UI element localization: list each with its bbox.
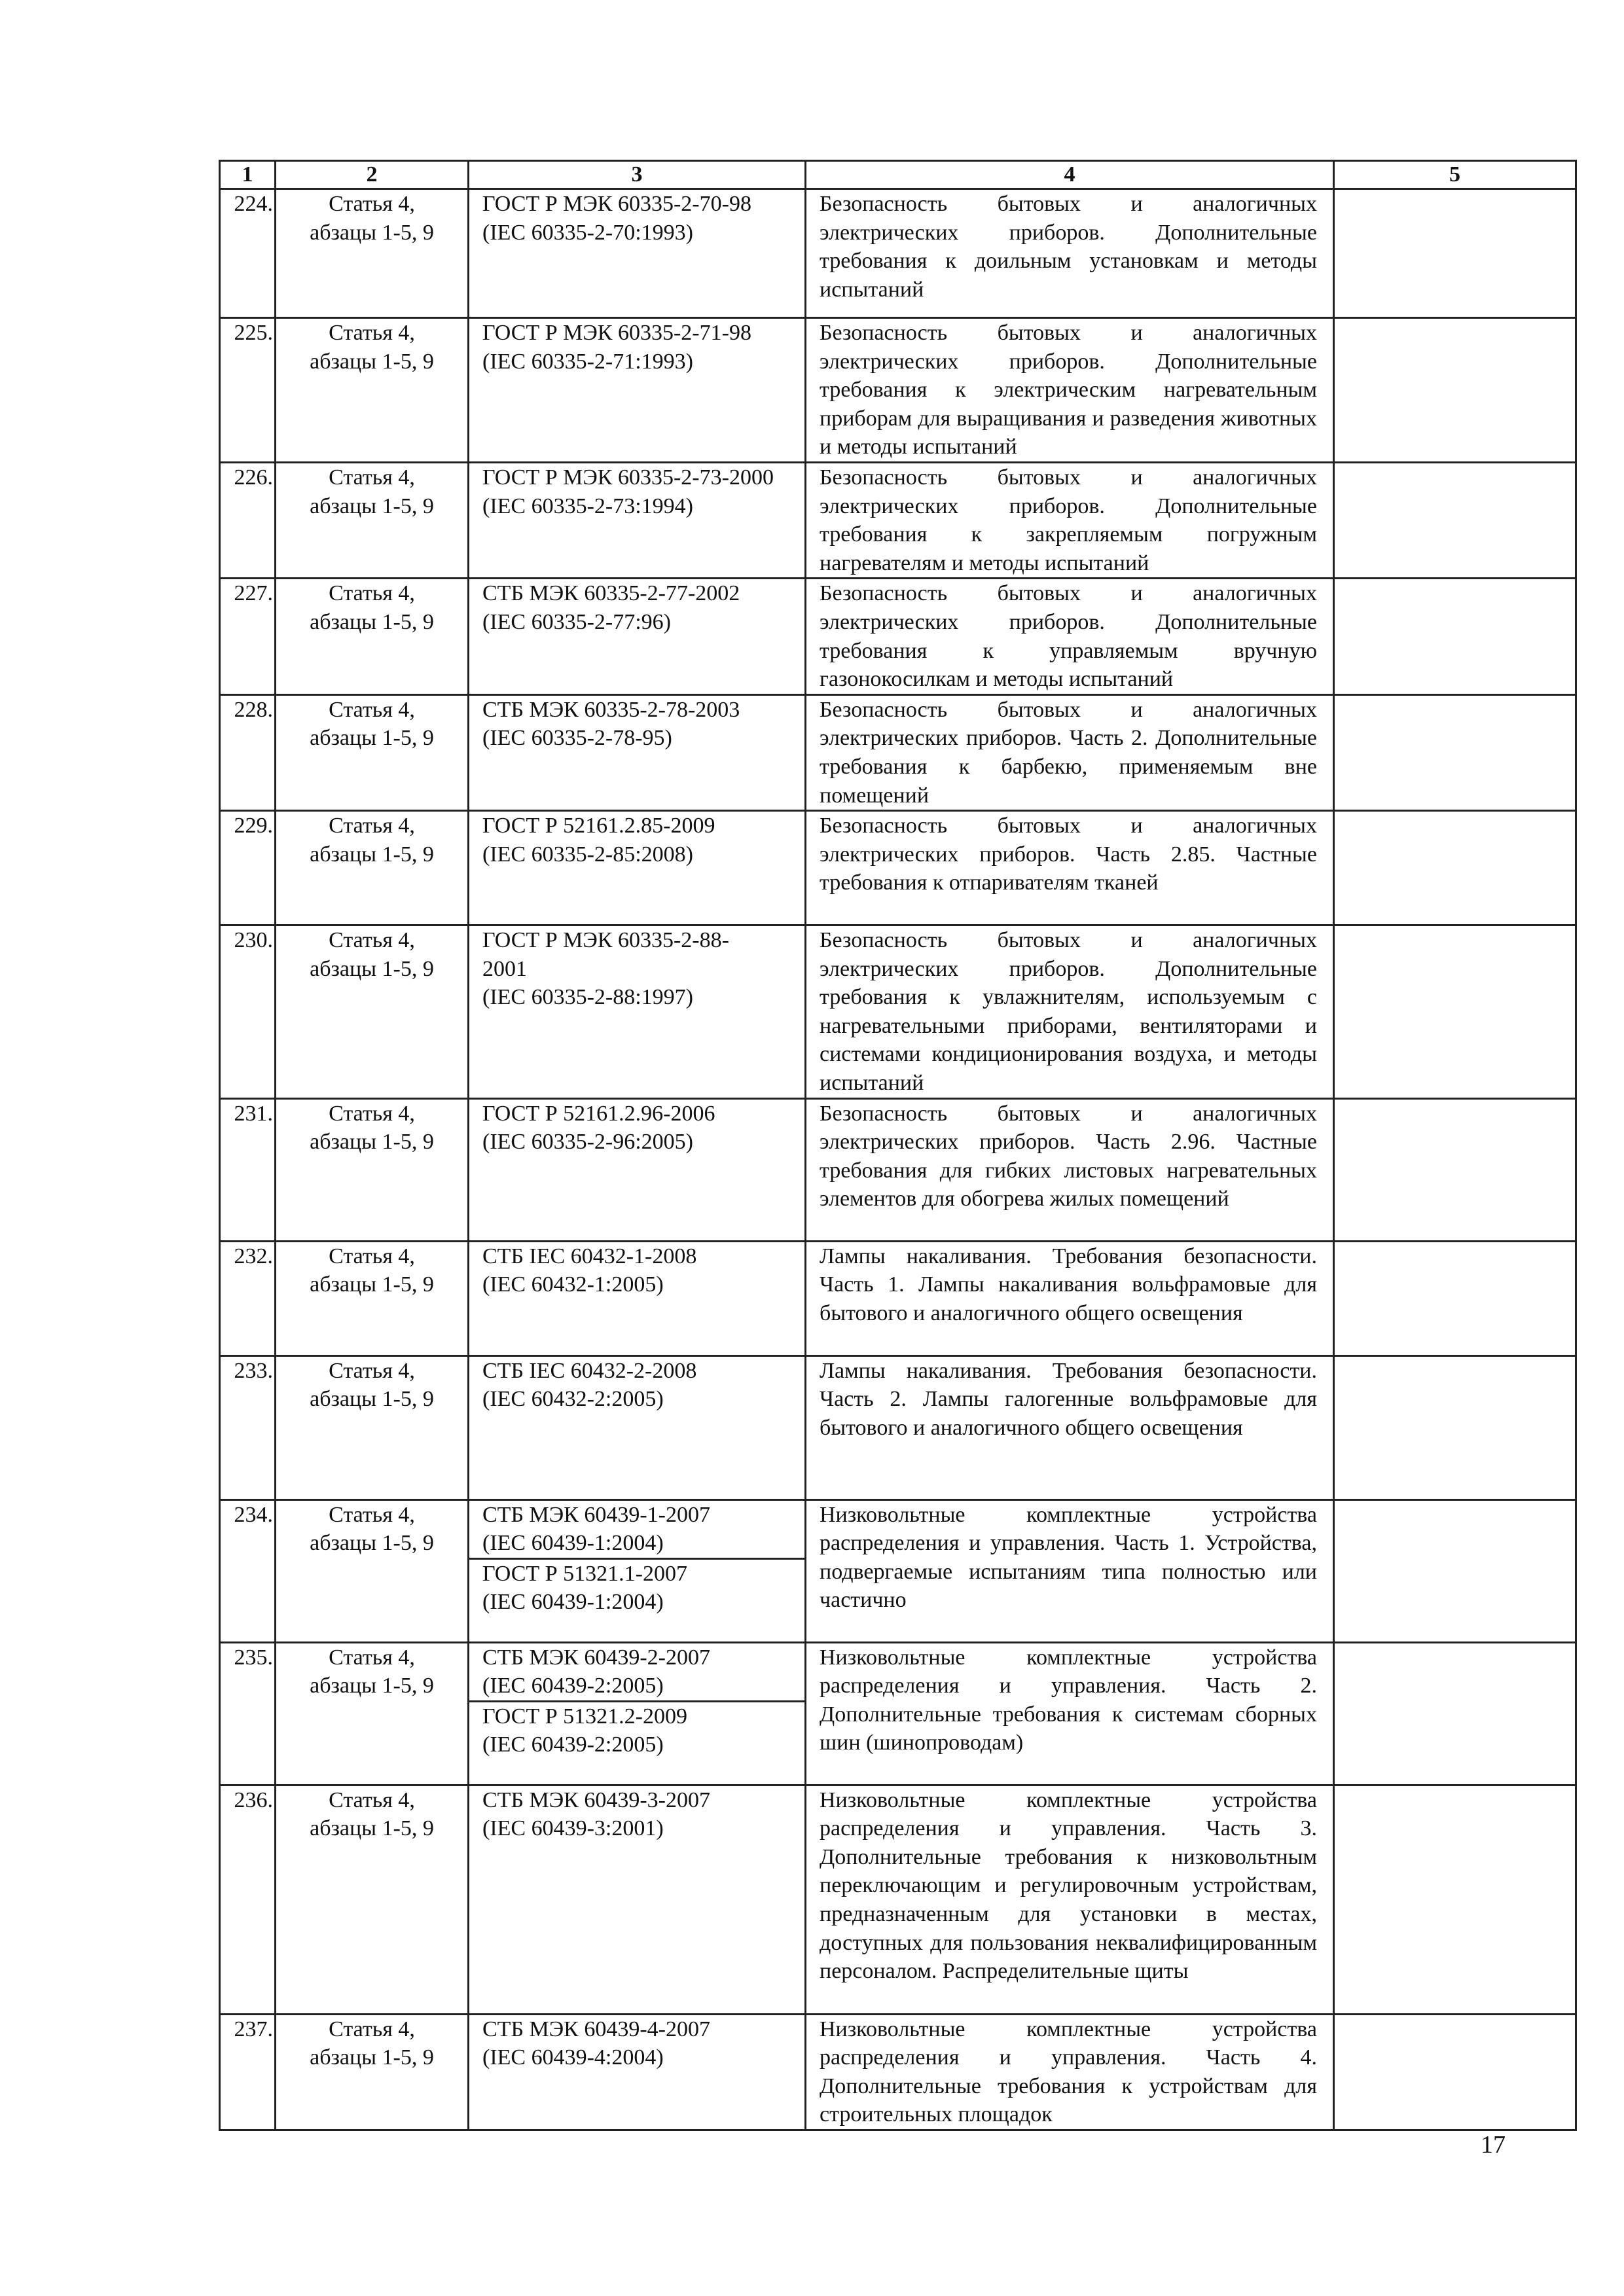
standard-title: Лампы накаливания. Требования безопасности. Часть 2. Лампы галогенные вольфрамовые для бытового и аналогичного общего освещения [820,1358,1317,1440]
column-header: 3 [469,161,806,189]
standard-line: (IEC 60439-4:2004) [482,2045,664,2070]
table-row [220,2014,1576,2130]
row-number: 229. [220,811,276,925]
standard-block [482,579,797,636]
article-cell [276,462,469,578]
standard-title-cell [806,1499,1334,1642]
article-cell [276,925,469,1099]
table-row [220,925,1576,1099]
table-row [220,462,1576,578]
standard-line: ГОСТ Р МЭК 60335-2-88- [482,928,729,953]
article-line: абзацы 1-5, 9 [310,842,434,867]
table-row [220,811,1576,925]
article-line: Статья 4, [329,2017,415,2041]
table-row [220,1098,1576,1241]
row-number: 227. [220,579,276,694]
standard-line: ГОСТ Р МЭК 60335-2-73-2000 [482,465,774,490]
standard-cell [469,925,806,1099]
note-cell [1334,1642,1576,1785]
standard-line: (IEC 60439-1:2004) [482,1531,664,1556]
table-row [220,318,1576,463]
article-line: Статья 4, [329,465,415,490]
note-cell [1334,694,1576,810]
standard-line: (IEC 60335-2-88:1997) [482,985,694,1010]
standard-block [482,463,797,520]
note-cell [1334,189,1576,318]
row-number: 235. [220,1642,276,1785]
note-cell [1334,579,1576,694]
standard-title: Безопасность бытовых и аналогичных электрических приборов. Дополнительные требования к управляемым вручную газонокосилкам и методы испытаний [820,581,1317,692]
article-line: абзацы 1-5, 9 [310,956,434,981]
standard-line: СТБ IEC 60432-1-2008 [482,1244,697,1268]
standard-line: ГОСТ Р 52161.2.96-2006 [482,1101,715,1126]
standard-line: (IEC 60335-2-96:2005) [482,1130,694,1155]
standard-title: Низковольтные комплектные устройства распределения и управления. Часть 4. Дополнительные требования к устройствам для строительных площадок [820,2017,1317,2127]
article-line: абзацы 1-5, 9 [310,1387,434,1412]
table-row [220,1642,1576,1785]
standard-title: Безопасность бытовых и аналогичных электрических приборов. Дополнительные требования к увлажнителям, используемым с нагревательными приборами, вентиляторами и системами кондиционирования воздуха, и методы испытаний [820,928,1317,1096]
table-row [220,1785,1576,2014]
row-number: 236. [220,1785,276,2014]
table-header-row [220,161,1576,189]
standard-title: Безопасность бытовых и аналогичных электрических приборов. Часть 2.85. Частные требования к отпаривателям тканей [820,814,1317,895]
standard-cell [469,579,806,694]
article-cell [276,1241,469,1355]
standard-line: (IEC 60335-2-71:1993) [482,349,694,374]
article-line: абзацы 1-5, 9 [310,2045,434,2070]
standard-block [482,812,797,869]
note-cell [1334,318,1576,463]
standard-cell [469,318,806,463]
standard-line: СТБ МЭК 60335-2-78-2003 [482,697,740,722]
standard-cell [469,1499,806,1642]
standard-cell [469,811,806,925]
standard-line: СТБ МЭК 60335-2-77-2002 [482,581,740,606]
standard-line: (IEC 60439-1:2004) [482,1590,664,1615]
standard-cell [469,1241,806,1355]
note-cell [1334,1241,1576,1355]
page-number: 17 [1481,2131,1506,2159]
article-line: абзацы 1-5, 9 [310,726,434,751]
standard-line: (IEC 60335-2-78-95) [482,726,672,751]
standard-line: ГОСТ Р 52161.2.85-2009 [482,814,715,838]
standard-title: Низковольтные комплектные устройства распределения и управления. Часть 2. Дополнительные требования к системам сборных шин (шинопроводам) [820,1645,1317,1755]
row-number: 232. [220,1241,276,1355]
standard-block [469,1558,804,1617]
note-cell [1334,1355,1576,1499]
standard-line: (IEC 60335-2-70:1993) [482,220,694,245]
standard-line: (IEC 60432-2:2005) [482,1387,664,1412]
article-line: абзацы 1-5, 9 [310,1674,434,1698]
standard-title-cell [806,925,1334,1099]
standard-block [482,190,797,247]
standard-block [469,1643,804,1700]
standard-block [482,319,797,376]
standard-title-cell [806,189,1334,318]
standard-title: Безопасность бытовых и аналогичных электрических приборов. Часть 2. Дополнительные требования к барбекю, применяемым вне помещений [820,697,1317,808]
article-line: Статья 4, [329,697,415,722]
article-line: абзацы 1-5, 9 [310,609,434,634]
note-cell [1334,1098,1576,1241]
standard-line: (IEC 60439-2:2005) [482,1732,664,1757]
row-number: 234. [220,1499,276,1642]
article-cell [276,1642,469,1785]
standard-cell [469,694,806,810]
article-cell [276,318,469,463]
note-cell [1334,1785,1576,2014]
row-number: 237. [220,2014,276,2130]
standard-title-cell [806,1241,1334,1355]
table-row [220,1241,1576,1355]
standard-line: СТБ МЭК 60439-2-2007 [482,1645,710,1670]
standard-cell [469,1355,806,1499]
standard-block [469,1501,804,1558]
standard-line: СТБ МЭК 60439-4-2007 [482,2017,710,2041]
column-header: 5 [1334,161,1576,189]
article-cell [276,189,469,318]
column-header: 4 [806,161,1334,189]
article-line: Статья 4, [329,814,415,838]
row-number: 233. [220,1355,276,1499]
article-line: Статья 4, [329,321,415,345]
note-cell [1334,1499,1576,1642]
article-cell [276,1098,469,1241]
standard-title: Безопасность бытовых и аналогичных электрических приборов. Часть 2.96. Частные требования для гибких листовых нагревательных элементов для обогрева жилых помещений [820,1101,1317,1211]
standard-line: (IEC 60335-2-73:1994) [482,493,694,518]
article-cell [276,579,469,694]
standard-title-cell [806,579,1334,694]
standard-title-cell [806,1642,1334,1785]
article-line: Статья 4, [329,1645,415,1670]
standard-title-cell [806,811,1334,925]
row-number: 224. [220,189,276,318]
standard-block [482,1357,797,1414]
standard-block [482,1242,797,1299]
standard-line: (IEC 60335-2-85:2008) [482,842,694,867]
article-line: Статья 4, [329,1101,415,1126]
article-line: Статья 4, [329,192,415,216]
standard-line: СТБ IEC 60432-2-2008 [482,1358,697,1383]
standard-cell [469,1098,806,1241]
standard-cell [469,462,806,578]
article-line: абзацы 1-5, 9 [310,349,434,374]
standard-title-cell [806,318,1334,463]
standard-title-cell [806,462,1334,578]
note-cell [1334,925,1576,1099]
standard-title-cell [806,1355,1334,1499]
standard-block [482,1786,797,1843]
article-line: Статья 4, [329,1787,415,1812]
standard-cell [469,1642,806,1785]
article-line: Статья 4, [329,1358,415,1383]
article-cell [276,1355,469,1499]
row-number: 225. [220,318,276,463]
article-line: Статья 4, [329,1502,415,1527]
standard-block [469,1700,804,1759]
standard-cell [469,2014,806,2130]
table-row [220,579,1576,694]
column-header: 2 [276,161,469,189]
standard-block [482,926,797,1012]
standard-title: Низковольтные комплектные устройства распределения и управления. Часть 1. Устройства, подвергаемые испытаниям типа полностью или частично [820,1502,1317,1613]
standard-line: СТБ МЭК 60439-3-2007 [482,1787,710,1812]
standard-line: ГОСТ Р МЭК 60335-2-71-98 [482,321,751,345]
standard-line: СТБ МЭК 60439-1-2007 [482,1502,710,1527]
standards-table [219,160,1577,2131]
article-line: Статья 4, [329,581,415,606]
standard-line: (IEC 60335-2-77:96) [482,609,672,634]
note-cell [1334,462,1576,578]
article-line: абзацы 1-5, 9 [310,1816,434,1841]
table-body [220,161,1576,2130]
row-number: 230. [220,925,276,1099]
note-cell [1334,811,1576,925]
standard-line: ГОСТ Р 51321.1-2007 [482,1561,687,1586]
standard-line: (IEC 60432-1:2005) [482,1272,664,1297]
article-line: абзацы 1-5, 9 [310,1272,434,1297]
article-cell [276,1499,469,1642]
standard-title-cell [806,1785,1334,2014]
table-row [220,1499,1576,1642]
article-cell [276,811,469,925]
standard-title: Лампы накаливания. Требования безопасности. Часть 1. Лампы накаливания вольфрамовые для бытового и аналогичного общего освещения [820,1244,1317,1325]
standard-line: (IEC 60439-2:2005) [482,1674,664,1698]
article-cell [276,1785,469,2014]
row-number: 228. [220,694,276,810]
table-row [220,1355,1576,1499]
article-line: Статья 4, [329,1244,415,1268]
article-cell [276,2014,469,2130]
column-header: 1 [220,161,276,189]
standard-block [482,2015,797,2072]
standard-cell [469,189,806,318]
standard-title-cell [806,694,1334,810]
standard-block [482,1100,797,1157]
article-line: абзацы 1-5, 9 [310,1531,434,1556]
table-row [220,694,1576,810]
note-cell [1334,2014,1576,2130]
article-cell [276,694,469,810]
article-line: Статья 4, [329,928,415,953]
standard-line: ГОСТ Р 51321.2-2009 [482,1704,687,1729]
article-line: абзацы 1-5, 9 [310,220,434,245]
standard-title-cell [806,1098,1334,1241]
standard-block [482,696,797,753]
article-line: абзацы 1-5, 9 [310,493,434,518]
table-row [220,189,1576,318]
standard-title: Безопасность бытовых и аналогичных электрических приборов. Дополнительные требования к электрическим нагревательным приборам для выращивания и разведения животных и методы испытаний [820,321,1317,459]
row-number: 231. [220,1098,276,1241]
standard-title: Низковольтные комплектные устройства распределения и управления. Часть 3. Дополнительные требования к низковольтным переключающим и регулировочным устройствам, предназначенным для установки в местах, доступных для пользования неквалифицированным персоналом. Распределительные щиты [820,1787,1317,1984]
standard-title-cell [806,2014,1334,2130]
standard-title: Безопасность бытовых и аналогичных электрических приборов. Дополнительные требования к доильным установкам и методы испытаний [820,192,1317,302]
standard-title: Безопасность бытовых и аналогичных электрических приборов. Дополнительные требования к закрепляемым погружным нагревателям и методы испытаний [820,465,1317,575]
standard-cell [469,1785,806,2014]
article-line: абзацы 1-5, 9 [310,1130,434,1155]
standard-line: 2001 [482,956,527,981]
standard-line: ГОСТ Р МЭК 60335-2-70-98 [482,192,751,216]
row-number: 226. [220,462,276,578]
standard-line: (IEC 60439-3:2001) [482,1816,664,1841]
